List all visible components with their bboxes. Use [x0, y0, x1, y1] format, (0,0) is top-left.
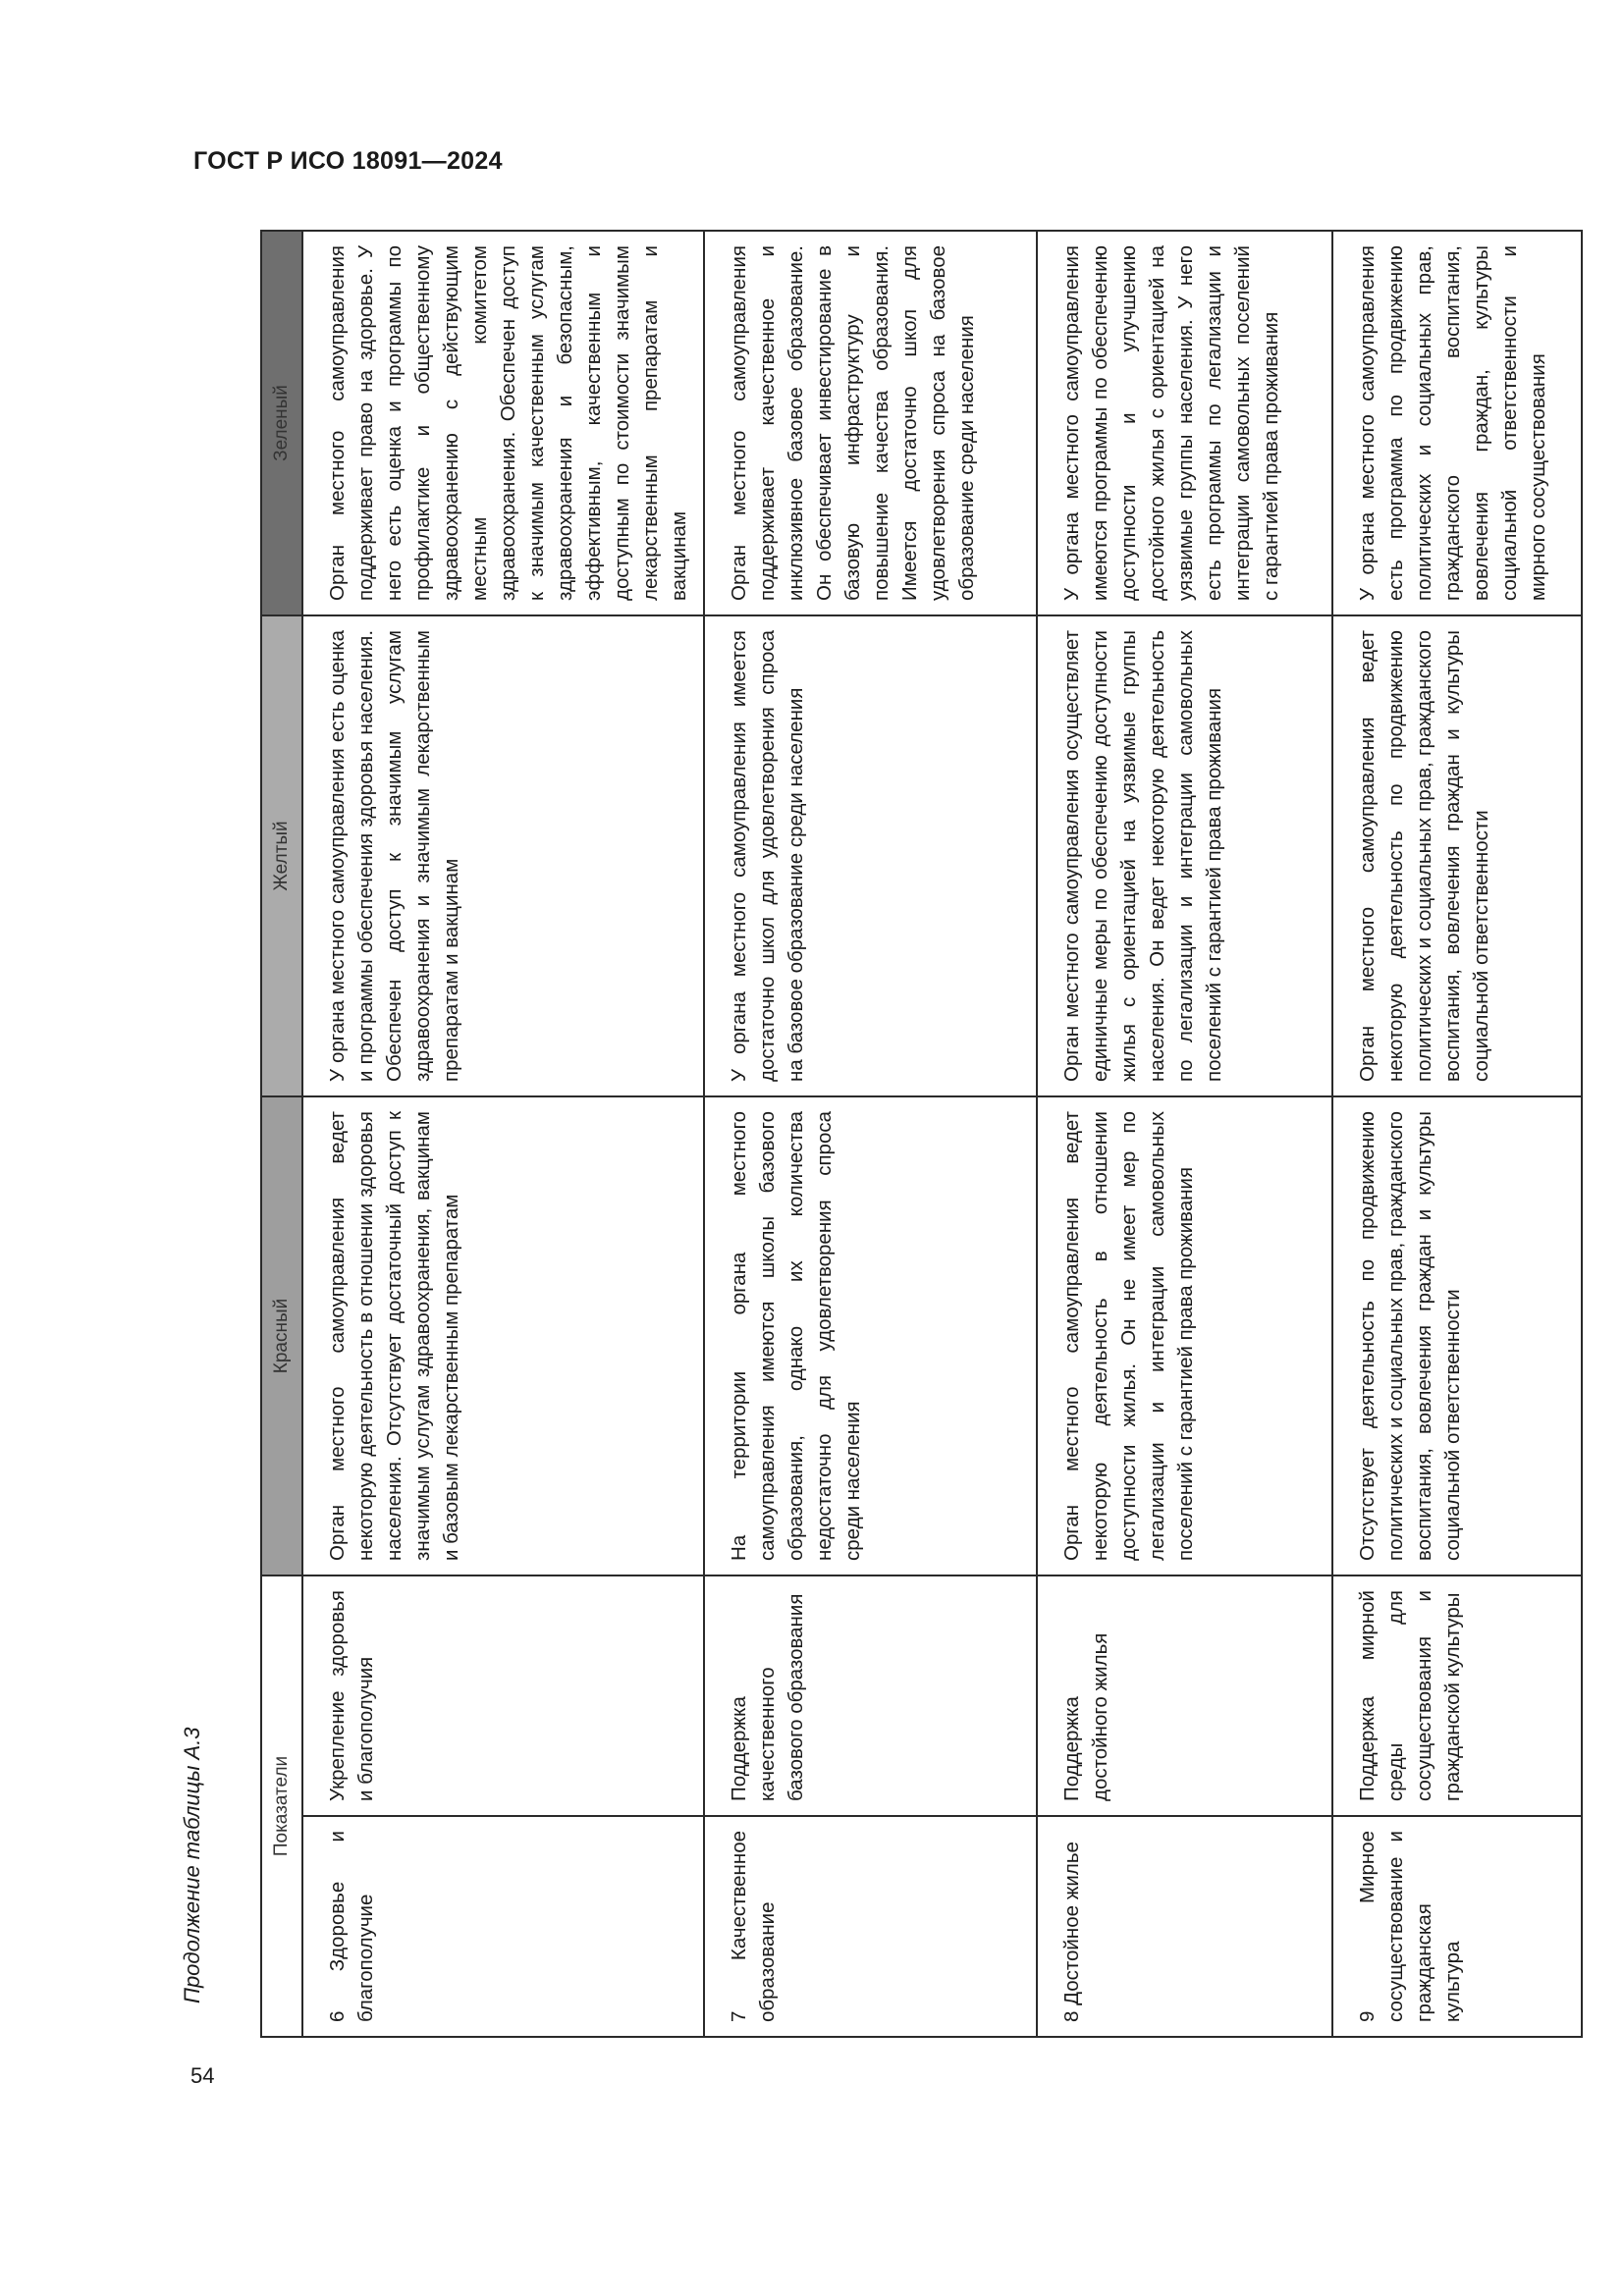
table-row [302, 231, 704, 2037]
row-indicator: Поддержка мирной среды для сосуществования и гражданской культуры [1332, 1575, 1582, 1816]
row-yellow-cell: У органа местного самоуправления имеется достаточно школ для удовлетворения спроса на базовое образование среди населения [704, 615, 1037, 1096]
table-row [1332, 231, 1582, 2037]
row-red-cell: Отсутствует деятельность по продвижению политических и социальных прав, гражданского воспитания, вовлечения граждан и культуры социальной ответственности [1332, 1096, 1582, 1575]
header-yellow: Желтый [261, 615, 302, 1096]
row-category: 6 Здоровье и благополучие [302, 1816, 704, 2037]
row-red-cell: Орган местного самоуправления ведет некоторую деятельность в отношении здоровья населения. Отсутствует достаточный доступ к значимым услугам здравоохранения, вакцинам и базовым лекарственным препаратам [302, 1096, 704, 1575]
row-yellow-cell: Орган местного самоуправления осуществляет единичные меры по обеспечению доступности жилья с ориентацией на уязвимые группы населения. Он ведет некоторую деятельность по легализации и интеграции самовольных поселений с гарантией права проживания [1037, 615, 1332, 1096]
page-number: 54 [190, 2063, 215, 2088]
header-indicators: Показатели [261, 1575, 302, 2037]
row-green-cell: Орган местного самоуправления поддерживает качественное и инклюзивное базовое образование. Он обеспечивает инвестирование в базовую инфраструктуру и повышение качества образования. Имеется достаточно школ для удовлетворения спроса на базовое образование среди населения [704, 231, 1037, 615]
table-row [704, 231, 1037, 2037]
table-header-row [261, 231, 302, 2037]
table-row [1037, 231, 1332, 2037]
row-indicator: Поддержка достойного жилья [1037, 1575, 1332, 1816]
row-green-cell: Орган местного самоуправления поддерживает право на здоровье. У него есть оценка и программы по профилактике и общественному здравоохранению с действующим местным комитетом здравоохранения. Обеспечен доступ к значимым качественным услугам здравоохранения и безопасным, эффективным, качественным и доступным по стоимости значимым лекарственным препаратам и вакцинам [302, 231, 704, 615]
row-indicator: Поддержка качественного базового образования [704, 1575, 1037, 1816]
document-header: ГОСТ Р ИСО 18091—2024 [193, 147, 503, 175]
row-green-cell: У органа местного самоуправления есть программа по продвижению политических и социальных прав, гражданского воспитания, вовлечения граждан, культуры социальной ответственности и мирного сосуществования [1332, 231, 1582, 615]
row-green-cell: У органа местного самоуправления имеются программы по обеспечению доступности и улучшению достойного жилья с ориентацией на уязвимые группы населения. У него есть программы по легализации и интеграции самовольных поселений с гарантией права проживания [1037, 231, 1332, 615]
indicators-table [260, 230, 1583, 2038]
row-category: 9 Мирное сосуществование и гражданская культура [1332, 1816, 1582, 2037]
row-indicator: Укрепление здоровья и благополучия [302, 1575, 704, 1816]
row-red-cell: Орган местного самоуправления ведет некоторую деятельность в отношении доступности жилья. Он не имеет мер по легализации и интеграции самовольных поселений с гарантией права проживания [1037, 1096, 1332, 1575]
row-red-cell: На территории органа местного самоуправления имеются школы базового образования, однако их количества недостаточно для удовлетворения спроса среди населения [704, 1096, 1037, 1575]
header-green: Зеленый [261, 231, 302, 615]
row-yellow-cell: У органа местного самоуправления есть оценка и программы обеспечения здоровья населения. Обеспечен доступ к значимым услугам здравоохранения и значимым лекарственным препаратам и вакцинам [302, 615, 704, 1096]
header-red: Красный [261, 1096, 302, 1575]
rotated-table-container [260, 232, 1549, 2038]
row-category: 8 Достойное жилье [1037, 1816, 1332, 2037]
row-category: 7 Качественное образование [704, 1816, 1037, 2037]
table-caption: Продолжение таблицы А.3 [180, 1727, 204, 2003]
row-yellow-cell: Орган местного самоуправления ведет некоторую деятельность по продвижению политических и социальных прав, гражданского воспитания, вовлечения граждан и культуры социальной ответственности [1332, 615, 1582, 1096]
